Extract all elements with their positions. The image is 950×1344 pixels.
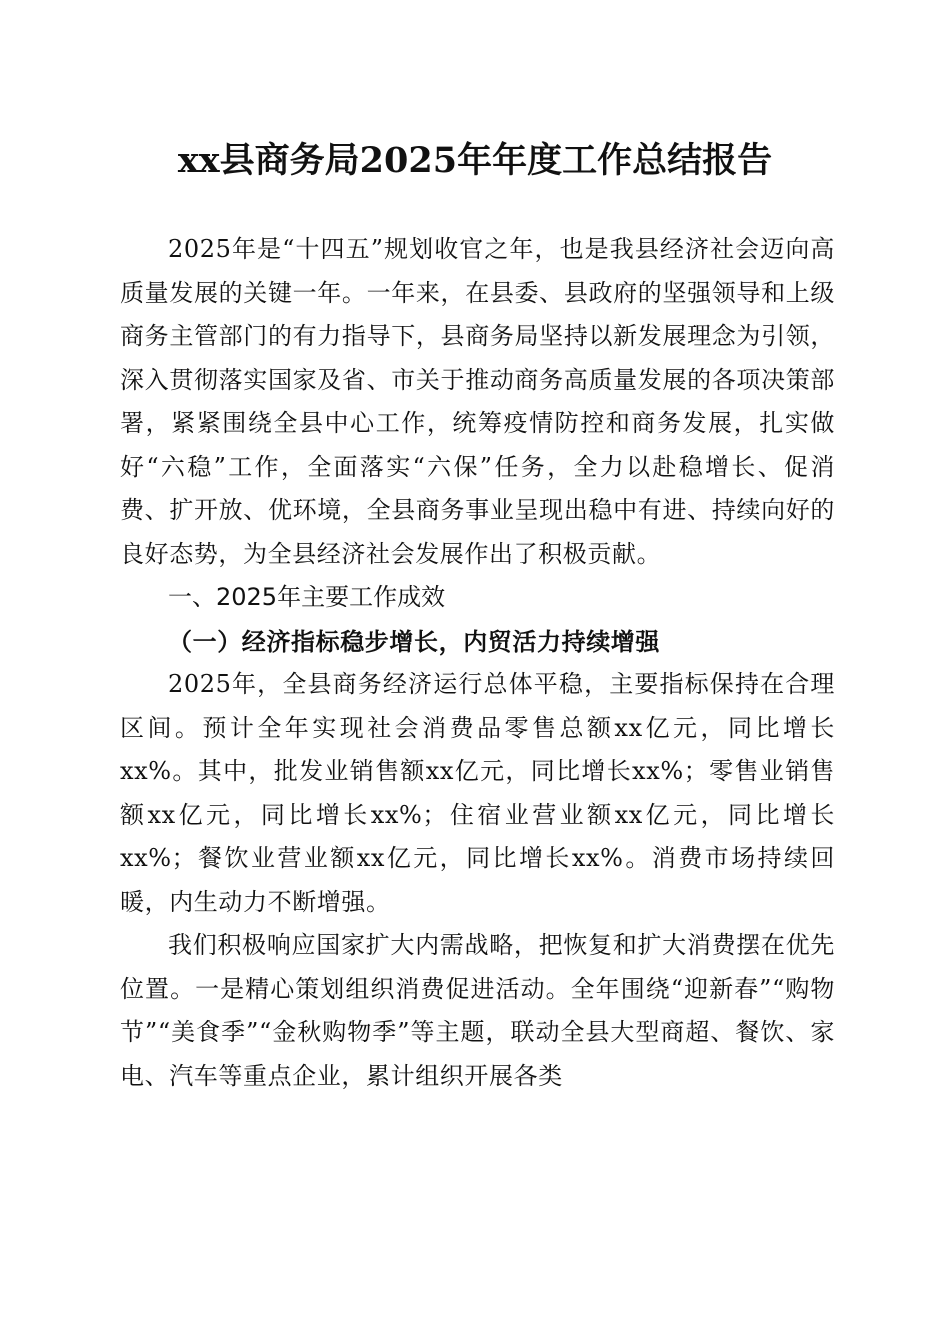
consumption-paragraph: 我们积极响应国家扩大内需战略，把恢复和扩大消费摆在优先位置。一是精心策划组织消费促进活动。全年围绕“迎新春”“购物节”“美食季”“金秋购物季”等主题，联动全县大型商超、餐饮、家电、汽车等重点企业，累计组织开展各类 [120,931,835,1090]
document-body [120,228,835,1098]
indicators-paragraph: 2025年，全县商务经济运行总体平稳，主要指标保持在合理区间。预计全年实现社会消费品零售总额xx亿元，同比增长xx%。其中，批发业销售额xx亿元，同比增长xx%；零售业销售额xx亿元，同比增长xx%；住宿业营业额xx亿元，同比增长xx%；餐饮业营业额xx亿元，同比增长xx%。消费市场持续回暖，内生动力不断增强。 [120,670,835,916]
section-heading: 一、2025年主要工作成效 [168,583,446,611]
subsection-heading: （一）经济指标稳步增长，内贸活力持续增强 [168,626,660,656]
document-title: xx县商务局2025年年度工作总结报告 [177,140,773,181]
intro-paragraph: 2025年是“十四五”规划收官之年，也是我县经济社会迈向高质量发展的关键一年。一年来，在县委、县政府的坚强领导和上级商务主管部门的有力指导下，县商务局坚持以新发展理念为引领，深入贯彻落实国家及省、市关于推动商务高质量发展的各项决策部署，紧紧围绕全县中心工作，统筹疫情防控和商务发展，扎实做好“六稳”工作，全面落实“六保”任务，全力以赴稳增长、促消费、扩开放、优环境，全县商务事业呈现出稳中有进、持续向好的良好态势，为全县经济社会发展作出了积极贡献。 [120,235,835,568]
